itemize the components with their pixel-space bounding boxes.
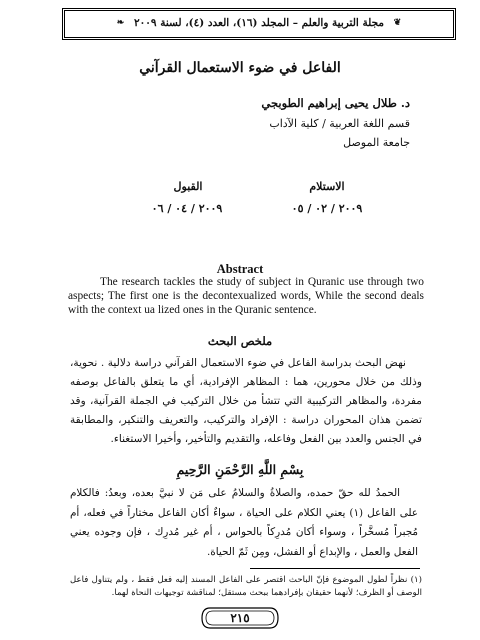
page-number: ٢١٥ bbox=[230, 611, 250, 625]
author-university: جامعة الموصل bbox=[343, 136, 410, 149]
author-name: د. طلال يحيى إبراهيم الطوبجي bbox=[261, 96, 410, 110]
arabic-abstract-heading: ملخص البحث bbox=[207, 334, 273, 348]
footnote-separator bbox=[250, 568, 420, 569]
accepted-date: ٢٠٠٩ / ٠٤ / ٠٦ bbox=[151, 202, 223, 215]
arabic-abstract-text: نهض البحث بدراسة الفاعل في ضوء الاستعمال القرآني دراسة دلالية . نحوية، وذلك من خلال محورين، هما : المظاهر الإفرادية، أي ما يتعلق بالفاعل بوصفه مفردة، والمظاهر التركيبية التي تتشأ من خلال التركيب في الجملة القرآنية، وقد تضمن هذان المحوران دراسة : الإفراد والتركيب، والتعريف والتنكير، والمطابقة في الجنس والعدد بين الفعل وفاعله، والتقديم والتأخير، وأخيرا الاستغناء. bbox=[70, 357, 422, 445]
footnote: (١) نظراً لطول الموضوع فإنّ الباحث اقتصر على الفاعل المسند إليه فعل فقط ، ولم يتناول فاعل الوصف أو الظرف؛ لأنهما حقيقان بإفرادهما ببحث مستقل؛ لمناقشة توجيهات النحاة لهما. bbox=[70, 575, 422, 598]
ornament-right-icon: ❦ bbox=[393, 18, 402, 28]
abstract-text: The research tackles the study of subject in Quranic use through two aspects; The first one is the decontexualized words, While the second deals with the context ua lized ones in the Quranic sentence. bbox=[68, 276, 424, 316]
author-department: قسم اللغة العربية / كلية الآداب bbox=[269, 117, 410, 130]
journal-header-text: مجلة التربية والعلم – المجلد (١٦)، العدد (٤)، لسنة ٢٠٠٩ bbox=[133, 17, 385, 29]
body-paragraph: الحمدُ لله حقّ حمده، والصلاةُ والسلامُ على مَن لا نبيَّ بعده، وبعدُ: فالكلام على الفاعل (١) يعني الكلام على الحياة ، سواءٌ أكان الفاعل مختاراً في فعله، أم مُجبراً مُسخَّراً ، وسواء أكان مُدرِكاً بالحواس ، أم غير مُدرِك ، فإن وجوده يعني الفعل والعمل ، والإبداع أو الفشل، ومِن ثَمّ الحياة. bbox=[70, 487, 418, 558]
article-title: الفاعل في ضوء الاستعمال القرآني bbox=[139, 60, 341, 76]
abstract-heading: Abstract bbox=[216, 262, 264, 276]
journal-header bbox=[62, 8, 456, 40]
ornament-left-icon: ❧ bbox=[116, 18, 125, 28]
received-date: ٢٠٠٩ / ٠٢ / ٠٥ bbox=[291, 202, 363, 215]
received-label: الاستلام bbox=[309, 180, 345, 193]
accepted-label: القبول bbox=[173, 180, 203, 193]
basmala: بِسْمِ اللَّهِ الرَّحْمَنِ الرَّحِيمِ bbox=[176, 462, 304, 477]
